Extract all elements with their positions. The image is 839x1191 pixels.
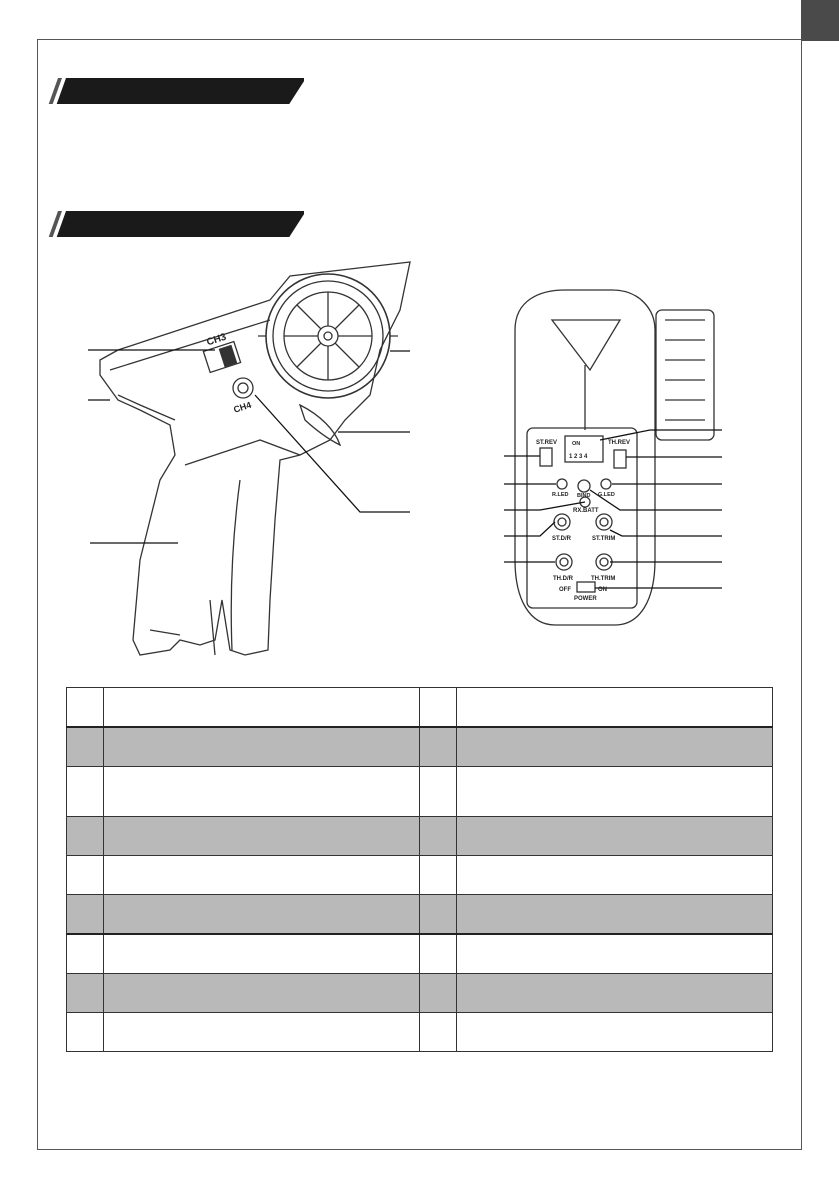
table-cell: [457, 767, 773, 817]
table-cell: [420, 856, 457, 895]
on-label: ON: [598, 587, 607, 593]
power-label: POWER: [574, 596, 597, 602]
table-cell: [457, 856, 773, 895]
table-cell: [67, 688, 104, 728]
table-cell: [104, 895, 420, 935]
table-cell: [67, 895, 104, 935]
table-cell: [457, 688, 773, 728]
table-cell: [104, 934, 420, 974]
table-cell: [104, 856, 420, 895]
table-cell: [104, 817, 420, 856]
table-cell: [67, 934, 104, 974]
table-cell: [457, 727, 773, 767]
table-cell: [420, 817, 457, 856]
rx-batt-label: RX.BATT: [573, 508, 599, 514]
table-cell: [104, 688, 420, 728]
leader-lines-right: [504, 430, 722, 588]
table-cell: [420, 688, 457, 728]
st-trim-label: ST.TRIM: [592, 536, 616, 542]
transmitter-side-view: [100, 262, 410, 655]
th-rev-label: TH.REV: [608, 440, 631, 446]
table-cell: [67, 767, 104, 817]
table-row: [67, 727, 773, 767]
dip-on-label: ON: [572, 441, 581, 447]
table-cell: [67, 856, 104, 895]
table-cell: [420, 934, 457, 974]
table-cell: [104, 767, 420, 817]
table-cell: [420, 895, 457, 935]
ch3-label: CH3: [205, 331, 228, 349]
off-label: OFF: [559, 587, 571, 593]
table-cell: [457, 817, 773, 856]
table-row: [67, 817, 773, 856]
table-row: [67, 688, 773, 728]
table-cell: [420, 974, 457, 1013]
g-led-label: G.LED: [598, 492, 615, 498]
r-led-label: R.LED: [552, 492, 569, 498]
st-dr-label: ST.D/R: [552, 536, 572, 542]
table-cell: [420, 767, 457, 817]
table-cell: [104, 727, 420, 767]
table-row: [67, 856, 773, 895]
table-cell: [67, 1013, 104, 1052]
st-rev-label: ST.REV: [536, 440, 558, 446]
ch4-label: CH4: [232, 399, 253, 415]
table-cell: [104, 1013, 420, 1052]
table-row: [67, 767, 773, 817]
parts-table: [66, 687, 773, 1052]
table-cell: [67, 727, 104, 767]
table-cell: [104, 974, 420, 1013]
dip-numbers-label: 1 2 3 4: [569, 454, 588, 460]
table-row: [67, 1013, 773, 1052]
table-cell: [420, 1013, 457, 1052]
table-row: [67, 974, 773, 1013]
bind-label: BIND: [577, 493, 591, 499]
table-cell: [457, 974, 773, 1013]
table-cell: [67, 974, 104, 1013]
table-cell: [420, 727, 457, 767]
th-trim-label: TH.TRIM: [591, 576, 616, 582]
table-cell: [457, 895, 773, 935]
th-dr-label: TH.D/R: [553, 576, 573, 582]
table-cell: [457, 934, 773, 974]
table-cell: [67, 817, 104, 856]
table-row: [67, 934, 773, 974]
table-cell: [457, 1013, 773, 1052]
table-row: [67, 895, 773, 935]
